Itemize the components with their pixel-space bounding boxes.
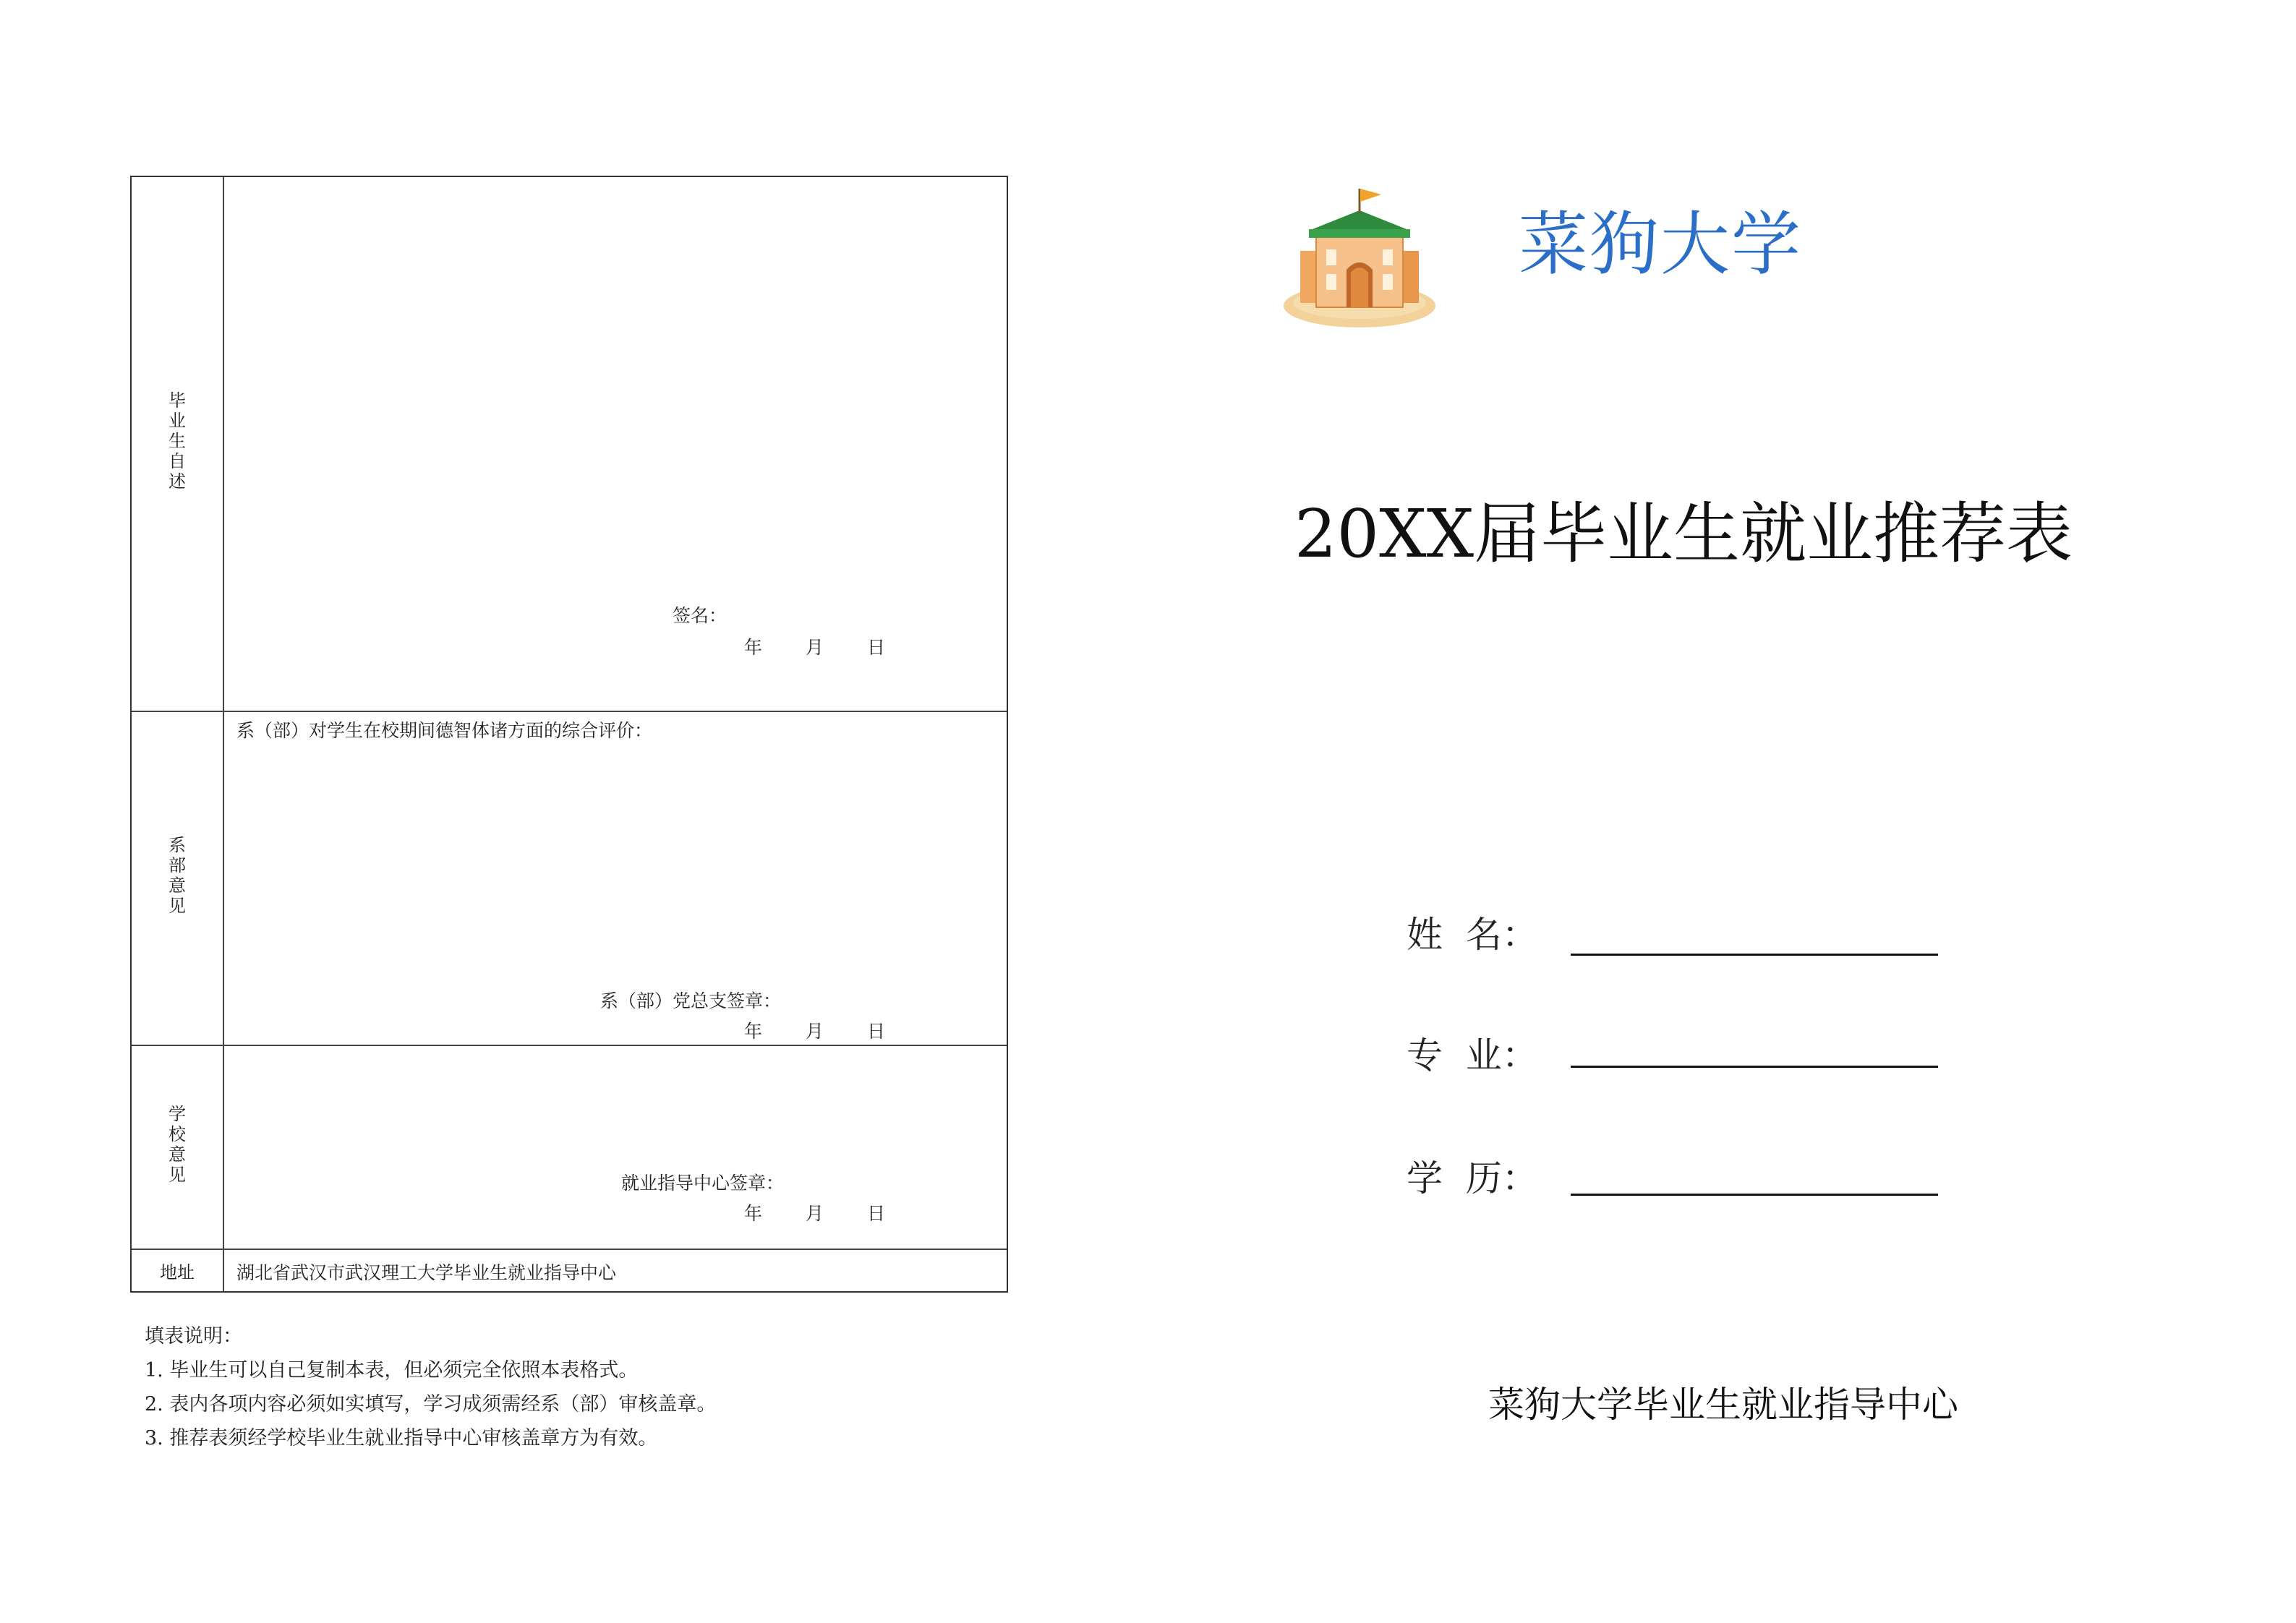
notes-heading: 填表说明：: [145, 1325, 242, 1348]
date-year: 年: [744, 1203, 763, 1224]
date-year: 年: [744, 1021, 763, 1042]
label-cell: [132, 1250, 224, 1291]
address-value: 湖北省武汉市武汉理工大学毕业生就业指导中心: [236, 1262, 617, 1283]
recommendation-form-table: [130, 176, 1008, 1293]
education-field-label: 学 历：: [1407, 1157, 1538, 1199]
label-cell: [132, 1046, 224, 1249]
note-item-3: 3. 推荐表须经学校毕业生就业指导中心审核盖章方为有效。: [145, 1427, 658, 1449]
label-cell: [132, 177, 224, 711]
row-self-statement: [132, 177, 1007, 712]
form-title: 20XX届毕业生就业推荐表: [1294, 495, 2073, 573]
row-label-department-opinion: 系 部 意 见: [168, 835, 186, 916]
employment-center-seal-label: 就业指导中心签章：: [621, 1173, 785, 1194]
department-opinion-input-area[interactable]: [224, 741, 1007, 1045]
major-field-label: 专 业：: [1407, 1035, 1538, 1076]
row-address: [132, 1250, 1007, 1291]
row-school-opinion: [132, 1046, 1007, 1250]
major-field[interactable]: [1571, 1066, 1938, 1068]
row-label-school-opinion: 学 校 意 见: [168, 1104, 186, 1185]
self-statement-input-area[interactable]: [224, 177, 1007, 711]
note-item-2: 2. 表内各项内容必须如实填写，学习成须需经系（部）审核盖章。: [145, 1393, 717, 1416]
date-day: 日: [867, 1203, 886, 1224]
row-label-address: 地址: [160, 1262, 195, 1282]
school-opinion-input-area[interactable]: [224, 1046, 1007, 1249]
date-day: 日: [867, 1021, 886, 1042]
label-cell: [132, 712, 224, 1045]
date-day: 日: [867, 637, 886, 658]
name-field-label: 姓 名：: [1407, 914, 1538, 956]
date-month: 月: [806, 637, 824, 658]
name-field[interactable]: [1571, 954, 1938, 956]
education-field[interactable]: [1571, 1194, 1938, 1196]
department-seal-label: 系（部）党总支签章：: [600, 990, 782, 1011]
note-item-1: 1. 毕业生可以自己复制本表，但必须完全依照本表格式。: [145, 1359, 639, 1382]
department-evaluation-prompt: 系（部）对学生在校期间德智体诸方面的综合评价：: [236, 720, 653, 741]
date-month: 月: [806, 1021, 824, 1042]
employment-center-name: 菜狗大学毕业生就业指导中心: [1488, 1384, 1958, 1426]
date-year: 年: [744, 637, 763, 658]
row-department-opinion: [132, 712, 1007, 1046]
signature-label: 签名：: [673, 605, 727, 626]
row-label-self-statement: 毕 业 生 自 述: [168, 390, 186, 492]
university-name: 菜狗大学: [1519, 204, 1802, 285]
university-building-icon: [1280, 184, 1439, 329]
date-month: 月: [806, 1203, 824, 1224]
